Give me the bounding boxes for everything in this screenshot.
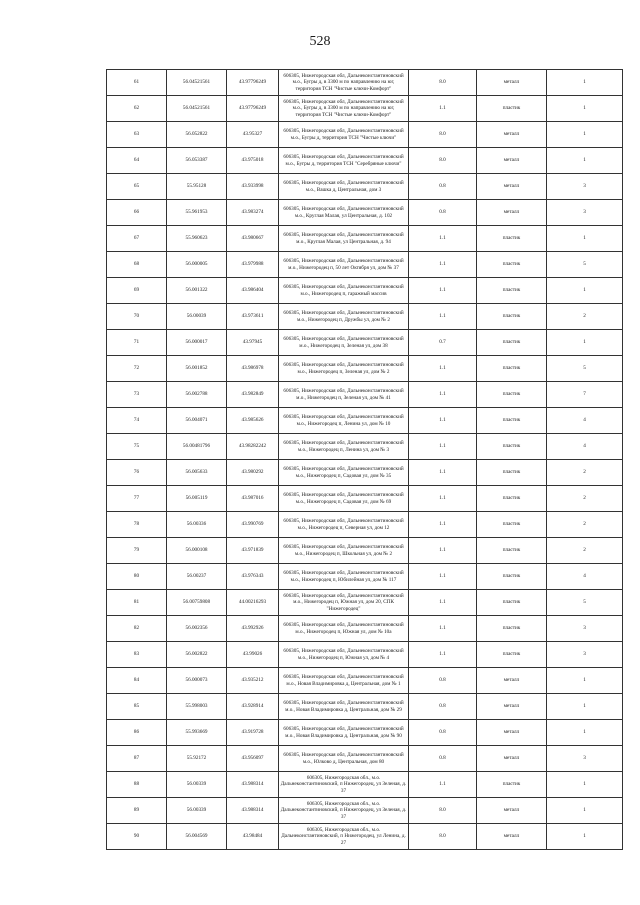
longitude-cell: 43.935212: [227, 668, 279, 694]
count-cell: 4: [547, 564, 623, 590]
row-number-cell: 88: [107, 772, 167, 798]
longitude-cell: 43.992926: [227, 616, 279, 642]
volume-cell: 0.8: [409, 694, 477, 720]
table-row: [107, 512, 623, 538]
address-cell: 606305, Нижегородская обл, Дальнеконстантиновский м.о., Нижегородец п, Садовая ул, дом № 35: [279, 460, 409, 486]
table-row: [107, 226, 623, 252]
latitude-cell: 55.92172: [167, 746, 227, 772]
latitude-cell: 56.000108: [167, 538, 227, 564]
volume-cell: 8.0: [409, 824, 477, 850]
address-cell: 606305, Нижегородская обл, Дальнеконстантиновский м.о., Новая Владимировка д, Центральная, дом № 90: [279, 720, 409, 746]
table-row: [107, 122, 623, 148]
row-number-cell: 87: [107, 746, 167, 772]
material-cell: пластик: [477, 590, 547, 616]
latitude-cell: 55.961953: [167, 200, 227, 226]
count-cell: 1: [547, 122, 623, 148]
latitude-cell: 56.00481796: [167, 434, 227, 460]
table-row: [107, 304, 623, 330]
table-row: [107, 486, 623, 512]
table-row: [107, 590, 623, 616]
volume-cell: 1.1: [409, 96, 477, 122]
material-cell: пластик: [477, 642, 547, 668]
material-cell: пластик: [477, 356, 547, 382]
count-cell: 4: [547, 408, 623, 434]
address-cell: 606305, Нижегородская обл., м.о. Дальнеконстантиновский, п Нижегородец, ул Зеленая, д. 37: [279, 798, 409, 824]
table-row: [107, 408, 623, 434]
row-number-cell: 90: [107, 824, 167, 850]
count-cell: 3: [547, 174, 623, 200]
volume-cell: 1.1: [409, 382, 477, 408]
row-number-cell: 61: [107, 70, 167, 96]
table-row: [107, 252, 623, 278]
table-row: [107, 564, 623, 590]
table-row: [107, 200, 623, 226]
volume-cell: 1.1: [409, 434, 477, 460]
address-cell: 606305, Нижегородская обл, Дальнеконстантиновский м.о., Вашка д, Центральная, дом 3: [279, 174, 409, 200]
row-number-cell: 78: [107, 512, 167, 538]
count-cell: 3: [547, 616, 623, 642]
row-number-cell: 76: [107, 460, 167, 486]
count-cell: 5: [547, 590, 623, 616]
page-number: 528: [309, 34, 331, 49]
material-cell: металл: [477, 122, 547, 148]
volume-cell: 1.1: [409, 278, 477, 304]
address-cell: 606305, Нижегородская обл, Дальнеконстантиновский м.о., Нижегородец п, Зеленая ул, дом № 41: [279, 382, 409, 408]
row-number-cell: 69: [107, 278, 167, 304]
volume-cell: 1.1: [409, 616, 477, 642]
row-number-cell: 71: [107, 330, 167, 356]
volume-cell: 8.0: [409, 148, 477, 174]
address-cell: 606305, Нижегородская обл, Дальнеконстантиновский м.о., Бугры д, в 3300 м по направлению на юг, территория ТСН "Чистые ключи-Комфорт": [279, 70, 409, 96]
material-cell: металл: [477, 200, 547, 226]
latitude-cell: 56.004569: [167, 824, 227, 850]
volume-cell: 1.1: [409, 772, 477, 798]
volume-cell: 0.8: [409, 720, 477, 746]
material-cell: металл: [477, 174, 547, 200]
latitude-cell: 56.04521561: [167, 96, 227, 122]
address-cell: 606305, Нижегородская обл, Дальнеконстантиновский м.о., Нижегородец п, гаражный массив: [279, 278, 409, 304]
count-cell: 2: [547, 538, 623, 564]
volume-cell: 0.7: [409, 330, 477, 356]
count-cell: 4: [547, 434, 623, 460]
table-row: [107, 356, 623, 382]
material-cell: пластик: [477, 330, 547, 356]
volume-cell: 1.1: [409, 486, 477, 512]
address-cell: 606305, Нижегородская обл, Дальнеконстантиновский м.о., Нижегородец п, Южная ул, дом № 10а: [279, 616, 409, 642]
table-row: [107, 824, 623, 850]
address-cell: 606305, Нижегородская обл, Дальнеконстантиновский м.о., Нижегородец п, Школьная ул, дом № 2: [279, 538, 409, 564]
longitude-cell: 43.973611: [227, 304, 279, 330]
volume-cell: 8.0: [409, 798, 477, 824]
latitude-cell: 56.004071: [167, 408, 227, 434]
table-row: [107, 278, 623, 304]
material-cell: пластик: [477, 486, 547, 512]
longitude-cell: 43.975018: [227, 148, 279, 174]
count-cell: 7: [547, 382, 623, 408]
volume-cell: 1.1: [409, 512, 477, 538]
address-cell: 606305, Нижегородская обл, Дальнеконстантиновский м.о., Нижегородец п, Северная ул, дом 12: [279, 512, 409, 538]
longitude-cell: 43.990769: [227, 512, 279, 538]
material-cell: пластик: [477, 564, 547, 590]
address-cell: 606305, Нижегородская обл, Дальнеконстантиновский м.о., Нижегородец п, Ленина ул, дом № 10: [279, 408, 409, 434]
material-cell: пластик: [477, 226, 547, 252]
count-cell: 1: [547, 720, 623, 746]
table-row: [107, 798, 623, 824]
material-cell: пластик: [477, 278, 547, 304]
row-number-cell: 63: [107, 122, 167, 148]
address-cell: 606305, Нижегородская обл., м.о. Дальнеконстантиновский, п Нижегородец, ул Зеленая, д. 37: [279, 772, 409, 798]
longitude-cell: 43.95327: [227, 122, 279, 148]
count-cell: 2: [547, 512, 623, 538]
row-number-cell: 67: [107, 226, 167, 252]
longitude-cell: 43.985626: [227, 408, 279, 434]
material-cell: металл: [477, 798, 547, 824]
address-cell: 606305, Нижегородская обл, Дальнеконстантиновский м.о., Нижегородец п, Ленина ул, дом № 3: [279, 434, 409, 460]
volume-cell: 8.0: [409, 70, 477, 96]
row-number-cell: 68: [107, 252, 167, 278]
latitude-cell: 56.002356: [167, 616, 227, 642]
table-row: [107, 772, 623, 798]
address-cell: 606305, Нижегородская обл, Дальнеконстантиновский м.о., Новая Владимировка д, Центральная, дом № 1: [279, 668, 409, 694]
row-number-cell: 62: [107, 96, 167, 122]
table-row: [107, 538, 623, 564]
material-cell: пластик: [477, 538, 547, 564]
material-cell: металл: [477, 70, 547, 96]
longitude-cell: 43.919728: [227, 720, 279, 746]
count-cell: 3: [547, 746, 623, 772]
latitude-cell: 55.993669: [167, 720, 227, 746]
count-cell: 2: [547, 304, 623, 330]
row-number-cell: 75: [107, 434, 167, 460]
count-cell: 1: [547, 70, 623, 96]
table-body: [107, 70, 623, 850]
latitude-cell: 55.960623: [167, 226, 227, 252]
table-row: [107, 148, 623, 174]
table-row: [107, 330, 623, 356]
count-cell: 1: [547, 772, 623, 798]
row-number-cell: 73: [107, 382, 167, 408]
material-cell: металл: [477, 668, 547, 694]
address-cell: 606305, Нижегородская обл, Дальнеконстантиновский м.о., Бугры д, территория ТСН "Серебряные ключи": [279, 148, 409, 174]
latitude-cell: 56.00339: [167, 772, 227, 798]
count-cell: 2: [547, 486, 623, 512]
row-number-cell: 64: [107, 148, 167, 174]
latitude-cell: 56.00759808: [167, 590, 227, 616]
volume-cell: 1.1: [409, 538, 477, 564]
row-number-cell: 72: [107, 356, 167, 382]
longitude-cell: 43.98282242: [227, 434, 279, 460]
table-row: [107, 96, 623, 122]
volume-cell: 1.1: [409, 564, 477, 590]
volume-cell: 1.1: [409, 356, 477, 382]
volume-cell: 1.1: [409, 642, 477, 668]
longitude-cell: 43.980292: [227, 460, 279, 486]
longitude-cell: 43.97945: [227, 330, 279, 356]
row-number-cell: 79: [107, 538, 167, 564]
material-cell: металл: [477, 746, 547, 772]
longitude-cell: 43.988314: [227, 772, 279, 798]
count-cell: 1: [547, 226, 623, 252]
row-number-cell: 77: [107, 486, 167, 512]
row-number-cell: 70: [107, 304, 167, 330]
latitude-cell: 56.001322: [167, 278, 227, 304]
material-cell: пластик: [477, 408, 547, 434]
address-cell: 606305, Нижегородская обл, Дальнеконстантиновский м.о., Нижегородец п, Садовая ул, дом № 69: [279, 486, 409, 512]
address-cell: 606305, Нижегородская обл, Дальнеконстантиновский м.о., Бугры д, в 3300 м по направлению на юг, территория ТСН "Чистые ключи-Комфорт": [279, 96, 409, 122]
count-cell: 1: [547, 330, 623, 356]
material-cell: металл: [477, 148, 547, 174]
longitude-cell: 43.979988: [227, 252, 279, 278]
latitude-cell: 56.00339: [167, 798, 227, 824]
volume-cell: 1.1: [409, 590, 477, 616]
latitude-cell: 56.001852: [167, 356, 227, 382]
address-cell: 606305, Нижегородская обл., м.о. Дальнеконстантиновский, п Нижегородец, ул Ленина, д. 27: [279, 824, 409, 850]
table-row: [107, 746, 623, 772]
address-cell: 606305, Нижегородская обл, Дальнеконстантиновский м.о., Нижегородец п, Дружбы ул, дом № 2: [279, 304, 409, 330]
latitude-cell: 56.052822: [167, 122, 227, 148]
table-row: [107, 174, 623, 200]
latitude-cell: 56.002822: [167, 642, 227, 668]
longitude-cell: 43.986978: [227, 356, 279, 382]
row-number-cell: 66: [107, 200, 167, 226]
latitude-cell: 56.053387: [167, 148, 227, 174]
row-number-cell: 86: [107, 720, 167, 746]
count-cell: 1: [547, 824, 623, 850]
volume-cell: 0.8: [409, 746, 477, 772]
material-cell: пластик: [477, 252, 547, 278]
count-cell: 1: [547, 668, 623, 694]
material-cell: пластик: [477, 382, 547, 408]
volume-cell: 0.8: [409, 668, 477, 694]
volume-cell: 8.0: [409, 122, 477, 148]
longitude-cell: 43.956097: [227, 746, 279, 772]
count-cell: 1: [547, 148, 623, 174]
table-row: [107, 642, 623, 668]
count-cell: 3: [547, 200, 623, 226]
row-number-cell: 80: [107, 564, 167, 590]
row-number-cell: 85: [107, 694, 167, 720]
row-number-cell: 83: [107, 642, 167, 668]
count-cell: 2: [547, 460, 623, 486]
row-number-cell: 82: [107, 616, 167, 642]
table-row: [107, 694, 623, 720]
material-cell: пластик: [477, 304, 547, 330]
volume-cell: 1.1: [409, 460, 477, 486]
container-sites-table: [106, 69, 623, 850]
latitude-cell: 56.000073: [167, 668, 227, 694]
latitude-cell: 55.95128: [167, 174, 227, 200]
address-cell: 606305, Нижегородская обл, Дальнеконстантиновский м.о., Бугры д, территория ТСН "Чистые ключи": [279, 122, 409, 148]
volume-cell: 0.8: [409, 200, 477, 226]
longitude-cell: 43.933998: [227, 174, 279, 200]
longitude-cell: 44.00216293: [227, 590, 279, 616]
longitude-cell: 43.97796249: [227, 70, 279, 96]
address-cell: 606305, Нижегородская обл, Дальнеконстантиновский м.о., Нижегородец п, Южная ул, дом 20, СПК "Нижегородец": [279, 590, 409, 616]
volume-cell: 1.1: [409, 226, 477, 252]
table-row: [107, 382, 623, 408]
longitude-cell: 43.986404: [227, 278, 279, 304]
longitude-cell: 43.928914: [227, 694, 279, 720]
latitude-cell: 56.00039: [167, 304, 227, 330]
volume-cell: 1.1: [409, 252, 477, 278]
address-cell: 606305, Нижегородская обл, Дальнеконстантиновский м.о., Новая Владимировка д, Центральная, дом № 29: [279, 694, 409, 720]
row-number-cell: 74: [107, 408, 167, 434]
longitude-cell: 43.98484: [227, 824, 279, 850]
longitude-cell: 43.983274: [227, 200, 279, 226]
longitude-cell: 43.988314: [227, 798, 279, 824]
material-cell: металл: [477, 694, 547, 720]
material-cell: пластик: [477, 434, 547, 460]
table-row: [107, 460, 623, 486]
longitude-cell: 43.987016: [227, 486, 279, 512]
row-number-cell: 65: [107, 174, 167, 200]
latitude-cell: 56.000005: [167, 252, 227, 278]
volume-cell: 1.1: [409, 408, 477, 434]
longitude-cell: 43.971839: [227, 538, 279, 564]
table-row: [107, 434, 623, 460]
material-cell: металл: [477, 824, 547, 850]
address-cell: 606305, Нижегородская обл, Дальнеконстантиновский м.о., Юлково д, Центральная, дом 80: [279, 746, 409, 772]
table-row: [107, 720, 623, 746]
count-cell: 5: [547, 356, 623, 382]
latitude-cell: 56.00336: [167, 512, 227, 538]
longitude-cell: 43.99026: [227, 642, 279, 668]
count-cell: 1: [547, 96, 623, 122]
count-cell: 1: [547, 798, 623, 824]
address-cell: 606305, Нижегородская обл, Дальнеконстантиновский м.о., Нижегородец п, Южная ул, дом № 4: [279, 642, 409, 668]
count-cell: 5: [547, 252, 623, 278]
address-cell: 606305, Нижегородская обл, Дальнеконстантиновский м.о., Круглая Малая, ул Центральная, д. 94: [279, 226, 409, 252]
latitude-cell: 56.005633: [167, 460, 227, 486]
longitude-cell: 43.976343: [227, 564, 279, 590]
volume-cell: 0.8: [409, 174, 477, 200]
latitude-cell: 56.04521561: [167, 70, 227, 96]
row-number-cell: 84: [107, 668, 167, 694]
address-cell: 606305, Нижегородская обл, Дальнеконстантиновский м.о., Круглая Малая, ул Центральная, д. 102: [279, 200, 409, 226]
material-cell: пластик: [477, 96, 547, 122]
material-cell: пластик: [477, 460, 547, 486]
table-row: [107, 70, 623, 96]
material-cell: металл: [477, 720, 547, 746]
longitude-cell: 43.980667: [227, 226, 279, 252]
latitude-cell: 55.998003: [167, 694, 227, 720]
count-cell: 1: [547, 694, 623, 720]
latitude-cell: 56.005119: [167, 486, 227, 512]
address-cell: 606305, Нижегородская обл, Дальнеконстантиновский м.о., Нижегородец п, Юбилейная ул, дом № 117: [279, 564, 409, 590]
material-cell: пластик: [477, 772, 547, 798]
count-cell: 3: [547, 642, 623, 668]
latitude-cell: 56.000017: [167, 330, 227, 356]
longitude-cell: 43.97796249: [227, 96, 279, 122]
volume-cell: 1.1: [409, 304, 477, 330]
address-cell: 606305, Нижегородская обл, Дальнеконстантиновский м.о., Нижегородец п, 50 лет Октября ул, дом № 37: [279, 252, 409, 278]
material-cell: пластик: [477, 616, 547, 642]
material-cell: пластик: [477, 512, 547, 538]
address-cell: 606305, Нижегородская обл, Дальнеконстантиновский м.о., Нижегородец п, Зеленая ул, дом № 2: [279, 356, 409, 382]
row-number-cell: 81: [107, 590, 167, 616]
latitude-cell: 56.002788: [167, 382, 227, 408]
table-row: [107, 668, 623, 694]
latitude-cell: 56.00237: [167, 564, 227, 590]
longitude-cell: 43.982849: [227, 382, 279, 408]
table-row: [107, 616, 623, 642]
address-cell: 606305, Нижегородская обл, Дальнеконстантиновский м.о., Нижегородец п, Зеленая ул, дом 38: [279, 330, 409, 356]
count-cell: 1: [547, 278, 623, 304]
row-number-cell: 89: [107, 798, 167, 824]
